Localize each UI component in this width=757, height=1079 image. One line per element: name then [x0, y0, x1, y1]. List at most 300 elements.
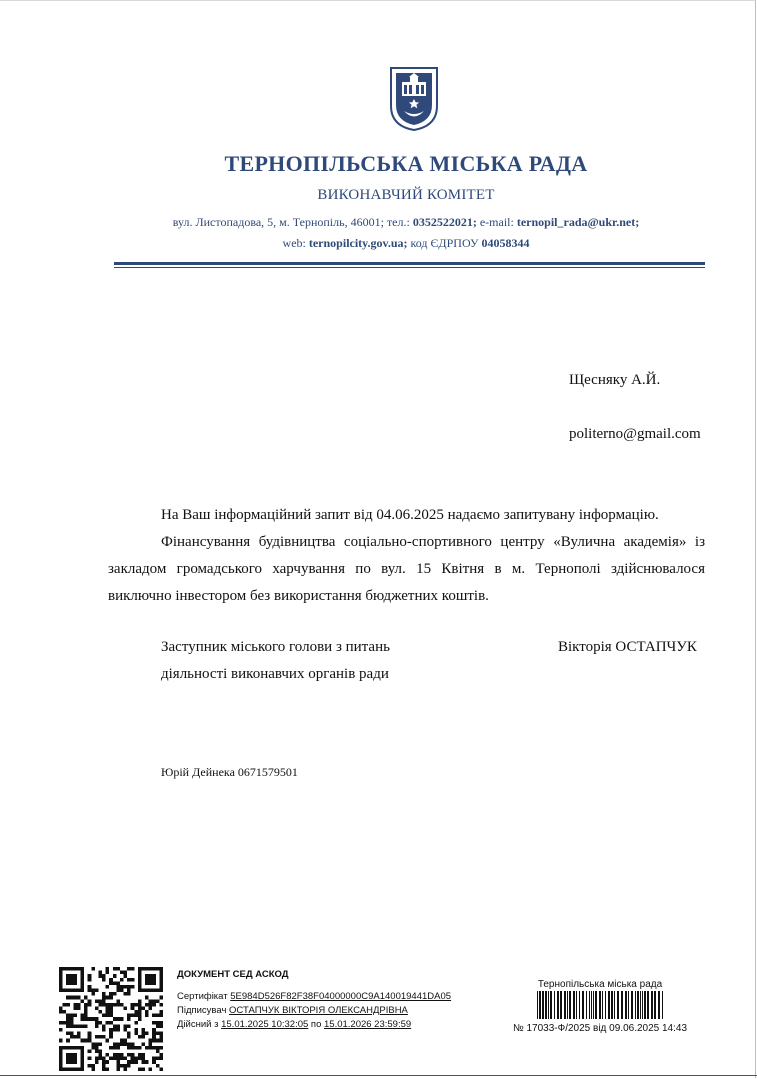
qr-module: [81, 967, 85, 971]
qr-module: [152, 1032, 156, 1036]
valid-from-label: Дійсний з: [177, 1019, 219, 1030]
qr-module: [102, 996, 106, 1000]
qr-module: [131, 1042, 135, 1046]
qr-module: [127, 1064, 131, 1068]
barcode-bar: [614, 991, 615, 1019]
qr-module: [59, 981, 63, 985]
signer-label: Підписувач: [177, 1005, 227, 1016]
qr-module: [116, 1017, 120, 1021]
qr-module: [134, 1028, 138, 1032]
qr-module: [70, 996, 74, 1000]
qr-module: [106, 1006, 110, 1010]
qr-module: [152, 1021, 156, 1025]
qr-module: [66, 1017, 70, 1021]
barcode-bar: [579, 991, 580, 1019]
qr-module: [84, 1017, 88, 1021]
qr-module: [98, 974, 102, 978]
qr-module: [149, 1067, 153, 1071]
qr-module: [84, 1003, 88, 1007]
qr-module: [77, 1006, 81, 1010]
qr-module: [73, 978, 77, 982]
qr-module: [149, 1006, 153, 1010]
qr-module: [113, 1028, 117, 1032]
qr-module: [63, 967, 67, 971]
qr-module: [127, 992, 131, 996]
qr-module: [113, 974, 117, 978]
qr-module: [95, 1024, 99, 1028]
qr-module: [102, 1064, 106, 1068]
qr-module: [141, 967, 145, 971]
qr-module: [149, 1039, 153, 1043]
qr-module: [66, 974, 70, 978]
qr-module: [116, 1003, 120, 1007]
qr-module: [66, 1057, 70, 1061]
qr-module: [102, 978, 106, 982]
qr-module: [70, 1035, 74, 1039]
qr-module: [120, 1064, 124, 1068]
qr-module: [141, 1028, 145, 1032]
barcode-bar: [542, 991, 544, 1019]
qr-module: [59, 1067, 63, 1071]
qr-module: [95, 1057, 99, 1061]
qr-module: [138, 981, 142, 985]
qr-module: [73, 1046, 77, 1050]
stamp-signer: [177, 1005, 408, 1016]
email: ternopil_rada@ukr.net;: [516, 215, 640, 229]
qr-module: [159, 1014, 163, 1018]
qr-module: [109, 1010, 113, 1014]
qr-module: [98, 999, 102, 1003]
qr-module: [156, 1046, 160, 1050]
barcode-bar: [611, 991, 613, 1019]
qr-module: [59, 974, 63, 978]
bottom-rule: [0, 1075, 757, 1076]
qr-module: [138, 1010, 142, 1014]
qr-module: [159, 967, 163, 971]
qr-module: [116, 985, 120, 989]
stamp-title: ДОКУМЕНТ СЕД АСКОД: [177, 969, 289, 980]
barcode-bar: [617, 991, 619, 1019]
qr-module: [66, 989, 70, 993]
qr-module: [152, 989, 156, 993]
qr-module: [159, 1053, 163, 1057]
qr-module: [81, 974, 85, 978]
address: вул. Листопадова, 5, м. Тернопіль, 46001;: [172, 215, 384, 229]
qr-module: [109, 1003, 113, 1007]
qr-module: [124, 1039, 128, 1043]
qr-module: [124, 974, 128, 978]
qr-module: [109, 996, 113, 1000]
qr-module: [98, 1010, 102, 1014]
qr-module: [98, 971, 102, 975]
qr-module: [73, 974, 77, 978]
qr-module: [84, 1024, 88, 1028]
qr-module: [98, 1049, 102, 1053]
qr-module: [159, 985, 163, 989]
qr-module: [88, 978, 92, 982]
qr-module: [98, 1035, 102, 1039]
qr-module: [81, 978, 85, 982]
barcode-bar: [557, 991, 559, 1019]
qr-module: [131, 967, 135, 971]
qr-module: [159, 974, 163, 978]
barcode-bar: [647, 991, 649, 1019]
qr-module: [66, 981, 70, 985]
signatory-position-line-1: Заступник міського голови з питань: [161, 639, 390, 655]
qr-module: [98, 1053, 102, 1057]
barcode-bar: [662, 991, 663, 1019]
qr-module: [95, 989, 99, 993]
qr-module: [113, 1046, 117, 1050]
qr-module: [127, 1060, 131, 1064]
qr-module: [95, 999, 99, 1003]
qr-module: [127, 985, 131, 989]
qr-module: [66, 1039, 70, 1043]
qr-module: [159, 1032, 163, 1036]
body-paragraph-1: На Ваш інформаційний запит від 04.06.2025 надаємо запитувану інформацію.: [161, 507, 659, 523]
qr-module: [124, 1042, 128, 1046]
qr-module: [95, 1017, 99, 1021]
qr-module: [81, 1014, 85, 1018]
qr-module: [113, 1042, 117, 1046]
qr-module: [106, 985, 110, 989]
qr-module: [127, 1017, 131, 1021]
edrpou-label: код ЄДРПОУ: [410, 236, 479, 250]
qr-module: [124, 1057, 128, 1061]
qr-module: [66, 1024, 70, 1028]
qr-module: [102, 1014, 106, 1018]
phone: 0352522021;: [412, 215, 477, 229]
qr-module: [66, 1032, 70, 1036]
qr-module: [152, 1057, 156, 1061]
qr-module: [66, 1060, 70, 1064]
qr-module: [159, 978, 163, 982]
phone-label: тел.:: [386, 215, 410, 229]
qr-module: [152, 999, 156, 1003]
qr-module: [116, 1060, 120, 1064]
qr-module: [145, 989, 149, 993]
valid-to: 15.01.2026 23:59:59: [324, 1019, 412, 1030]
qr-module: [109, 1021, 113, 1025]
barcode-bar: [567, 991, 568, 1019]
qr-module: [124, 1067, 128, 1071]
qr-module: [116, 1024, 120, 1028]
qr-module: [159, 996, 163, 1000]
qr-module: [134, 1032, 138, 1036]
qr-module: [84, 996, 88, 1000]
qr-module: [124, 1006, 128, 1010]
qr-module: [106, 996, 110, 1000]
qr-code-icon: [59, 967, 163, 1071]
qr-module: [70, 1060, 74, 1064]
barcode-bar: [654, 991, 656, 1019]
qr-module: [73, 1067, 77, 1071]
qr-module: [120, 1039, 124, 1043]
qr-module: [66, 1014, 70, 1018]
qr-module: [59, 1028, 63, 1032]
qr-module: [73, 1014, 77, 1018]
qr-module: [152, 978, 156, 982]
qr-module: [88, 989, 92, 993]
qr-module: [102, 992, 106, 996]
signer-value: ОСТАПЧУК ВІКТОРІЯ ОЛЕКСАНДРІВНА: [229, 1005, 408, 1016]
qr-module: [91, 1017, 95, 1021]
qr-module: [120, 989, 124, 993]
header-rule-thin: [114, 267, 705, 268]
qr-module: [152, 1046, 156, 1050]
qr-module: [81, 1049, 85, 1053]
qr-module: [113, 1017, 117, 1021]
qr-module: [106, 967, 110, 971]
recipient-name: Щесняку А.Й.: [569, 372, 661, 388]
qr-module: [131, 1053, 135, 1057]
barcode-bar: [628, 991, 629, 1019]
qr-module: [127, 1014, 131, 1018]
qr-module: [70, 1046, 74, 1050]
qr-module: [70, 1032, 74, 1036]
qr-module: [91, 992, 95, 996]
qr-module: [159, 1057, 163, 1061]
qr-module: [156, 1039, 160, 1043]
qr-module: [88, 1049, 92, 1053]
qr-module: [77, 1035, 81, 1039]
qr-module: [88, 1017, 92, 1021]
barcode-bar: [608, 991, 610, 1019]
qr-module: [120, 1053, 124, 1057]
qr-module: [127, 1035, 131, 1039]
qr-module: [120, 1042, 124, 1046]
qr-module: [149, 999, 153, 1003]
qr-module: [120, 1057, 124, 1061]
barcode-bar: [548, 991, 549, 1019]
qr-module: [73, 981, 77, 985]
qr-module: [138, 971, 142, 975]
qr-module: [102, 1003, 106, 1007]
qr-module: [81, 1017, 85, 1021]
qr-module: [73, 1035, 77, 1039]
qr-module: [95, 1035, 99, 1039]
qr-module: [59, 1053, 63, 1057]
qr-module: [73, 1024, 77, 1028]
qr-module: [149, 1046, 153, 1050]
qr-module: [95, 1046, 99, 1050]
qr-module: [106, 1010, 110, 1014]
qr-module: [59, 1021, 63, 1025]
qr-module: [98, 1003, 102, 1007]
qr-module: [81, 1057, 85, 1061]
web-address: ternopilcity.gov.ua;: [308, 236, 408, 250]
qr-module: [152, 1035, 156, 1039]
signatory-name: Вікторія ОСТАПЧУК: [558, 639, 697, 655]
barcode-bar: [560, 991, 562, 1019]
certificate-label: Сертифікат: [177, 991, 228, 1002]
qr-module: [113, 1003, 117, 1007]
qr-module: [159, 1046, 163, 1050]
barcode-bar: [582, 991, 584, 1019]
qr-module: [124, 985, 128, 989]
qr-module: [77, 1032, 81, 1036]
qr-module: [127, 967, 131, 971]
qr-module: [73, 996, 77, 1000]
qr-module: [113, 981, 117, 985]
qr-module: [98, 1021, 102, 1025]
qr-module: [106, 1067, 110, 1071]
qr-module: [109, 1014, 113, 1018]
qr-module: [149, 989, 153, 993]
signatory-position-line-2: діяльності виконавчих органів ради: [161, 666, 389, 682]
qr-module: [156, 999, 160, 1003]
qr-module: [59, 1010, 63, 1014]
qr-module: [77, 989, 81, 993]
qr-module: [109, 1057, 113, 1061]
qr-module: [159, 981, 163, 985]
qr-module: [141, 1067, 145, 1071]
qr-module: [106, 1021, 110, 1025]
qr-module: [141, 1060, 145, 1064]
qr-module: [91, 1064, 95, 1068]
qr-module: [73, 1053, 77, 1057]
qr-module: [59, 978, 63, 982]
qr-module: [145, 1032, 149, 1036]
qr-module: [124, 971, 128, 975]
qr-module: [73, 1003, 77, 1007]
qr-module: [145, 974, 149, 978]
qr-module: [127, 1053, 131, 1057]
qr-module: [95, 1049, 99, 1053]
qr-module: [141, 989, 145, 993]
qr-module: [116, 981, 120, 985]
qr-module: [127, 1032, 131, 1036]
qr-module: [102, 1067, 106, 1071]
barcode-bar: [621, 991, 623, 1019]
qr-module: [109, 1035, 113, 1039]
barcode-bar: [545, 991, 547, 1019]
qr-module: [113, 1024, 117, 1028]
qr-module: [149, 978, 153, 982]
qr-module: [109, 992, 113, 996]
barcode-bar: [576, 991, 577, 1019]
qr-module: [145, 996, 149, 1000]
org-title: ТЕРНОПІЛЬСЬКА МІСЬКА РАДА: [224, 151, 588, 176]
qr-module: [102, 999, 106, 1003]
qr-module: [156, 1049, 160, 1053]
qr-module: [88, 974, 92, 978]
qr-module: [91, 967, 95, 971]
barcode-bar: [651, 991, 653, 1019]
qr-module: [109, 981, 113, 985]
qr-module: [70, 989, 74, 993]
qr-module: [98, 1042, 102, 1046]
qr-module: [95, 1042, 99, 1046]
qr-module: [149, 1042, 153, 1046]
qr-module: [109, 1046, 113, 1050]
qr-module: [159, 1021, 163, 1025]
qr-module: [127, 989, 131, 993]
qr-module: [102, 1028, 106, 1032]
qr-module: [70, 1057, 74, 1061]
qr-module: [81, 1024, 85, 1028]
qr-module: [116, 1057, 120, 1061]
qr-module: [152, 974, 156, 978]
qr-module: [95, 1021, 99, 1025]
qr-module: [127, 978, 131, 982]
qr-module: [131, 978, 135, 982]
qr-module: [138, 967, 142, 971]
qr-module: [131, 985, 135, 989]
qr-module: [138, 1003, 142, 1007]
qr-module: [59, 1039, 63, 1043]
barcode-bar: [599, 991, 601, 1019]
qr-module: [116, 1028, 120, 1032]
qr-module: [138, 1057, 142, 1061]
qr-module: [124, 992, 128, 996]
qr-module: [145, 1046, 149, 1050]
qr-module: [124, 1064, 128, 1068]
qr-module: [138, 974, 142, 978]
qr-module: [156, 1021, 160, 1025]
qr-module: [152, 1003, 156, 1007]
qr-module: [95, 1006, 99, 1010]
qr-module: [156, 1024, 160, 1028]
barcode-bar: [595, 991, 597, 1019]
qr-module: [152, 967, 156, 971]
qr-module: [145, 1010, 149, 1014]
qr-module: [70, 981, 74, 985]
qr-module: [159, 1035, 163, 1039]
qr-module: [81, 1067, 85, 1071]
qr-module: [116, 1042, 120, 1046]
qr-module: [88, 1039, 92, 1043]
qr-module: [149, 974, 153, 978]
barcode-bar: [631, 991, 633, 1019]
barcode-bar: [644, 991, 646, 1019]
qr-module: [106, 1060, 110, 1064]
qr-module: [70, 1067, 74, 1071]
registration-org: Тернопільська міська рада: [537, 979, 663, 990]
qr-module: [127, 1042, 131, 1046]
qr-module: [134, 1021, 138, 1025]
qr-module: [77, 996, 81, 1000]
qr-module: [152, 1014, 156, 1018]
qr-module: [141, 1006, 145, 1010]
qr-module: [113, 1053, 117, 1057]
qr-module: [134, 1046, 138, 1050]
qr-module: [106, 1003, 110, 1007]
qr-module: [138, 1035, 142, 1039]
barcode-bar: [637, 991, 639, 1019]
qr-module: [66, 1046, 70, 1050]
qr-module: [81, 989, 85, 993]
qr-module: [159, 989, 163, 993]
qr-module: [138, 989, 142, 993]
valid-from: 15.01.2025 10:32:05: [221, 1019, 309, 1030]
qr-module: [102, 1060, 106, 1064]
qr-module: [88, 1032, 92, 1036]
qr-module: [66, 978, 70, 982]
qr-module: [106, 1053, 110, 1057]
qr-module: [156, 1064, 160, 1068]
barcode-bar: [586, 991, 587, 1019]
qr-module: [88, 1035, 92, 1039]
qr-module: [66, 1053, 70, 1057]
qr-module: [66, 1067, 70, 1071]
qr-module: [88, 1057, 92, 1061]
barcode-icon: [536, 991, 666, 1019]
qr-module: [66, 1021, 70, 1025]
qr-module: [145, 1003, 149, 1007]
qr-module: [70, 967, 74, 971]
qr-module: [109, 978, 113, 982]
